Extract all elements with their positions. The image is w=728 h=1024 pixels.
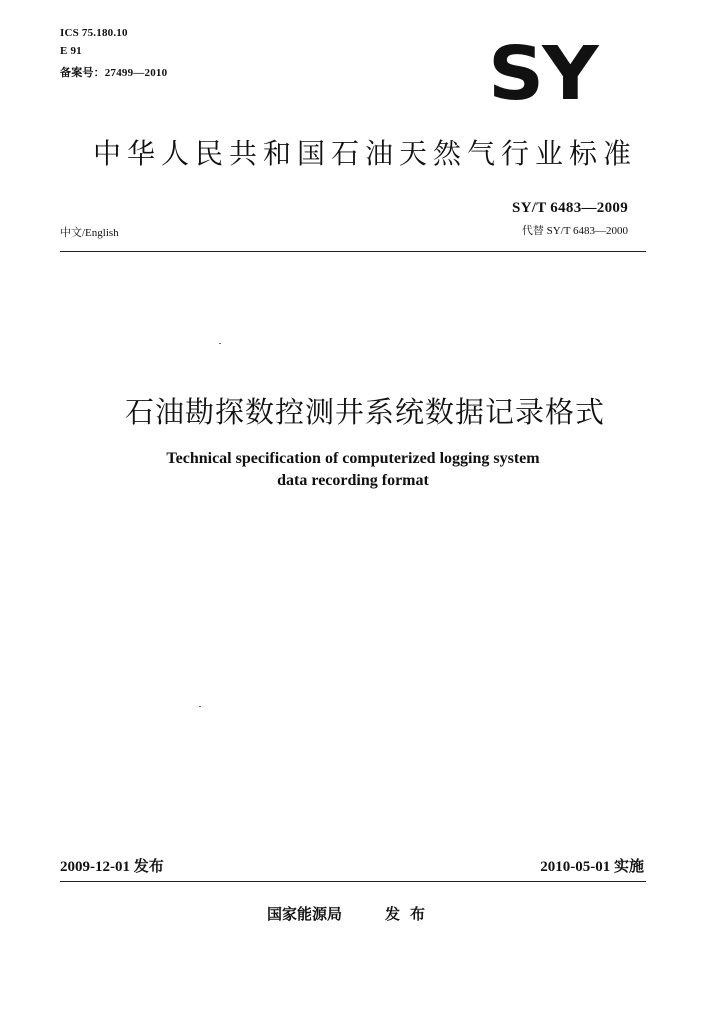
sy-logo: SY xyxy=(488,31,597,117)
implementation-date: 2010-05-01 实施 xyxy=(540,859,644,875)
ics-code: ICS 75.180.10 xyxy=(60,27,128,39)
ccs-code: E 91 xyxy=(60,45,82,57)
publisher-name: 国家能源局 xyxy=(267,905,343,923)
language-label: 中文/English xyxy=(60,227,119,239)
standard-category-title: 中华人民共和国石油天然气行业标准 xyxy=(92,137,637,170)
issue-date: 2009-12-01 发布 xyxy=(60,859,164,875)
scan-speck xyxy=(199,706,201,707)
document-title-english-line2: data recording format xyxy=(277,472,429,489)
document-title-english-line1: Technical specification of computerized logging system xyxy=(166,450,540,467)
replaces-label: 代替 SY/T 6483—2000 xyxy=(521,225,628,237)
record-number: 备案号：27499—2010 xyxy=(60,67,168,79)
top-divider xyxy=(60,251,646,252)
document-title-chinese: 石油勘探数控测井系统数据记录格式 xyxy=(124,395,605,429)
bottom-divider xyxy=(60,881,646,882)
publish-label: 发布 xyxy=(385,905,436,923)
standard-number: SY/T 6483—2009 xyxy=(511,200,628,216)
scan-speck xyxy=(219,343,221,344)
